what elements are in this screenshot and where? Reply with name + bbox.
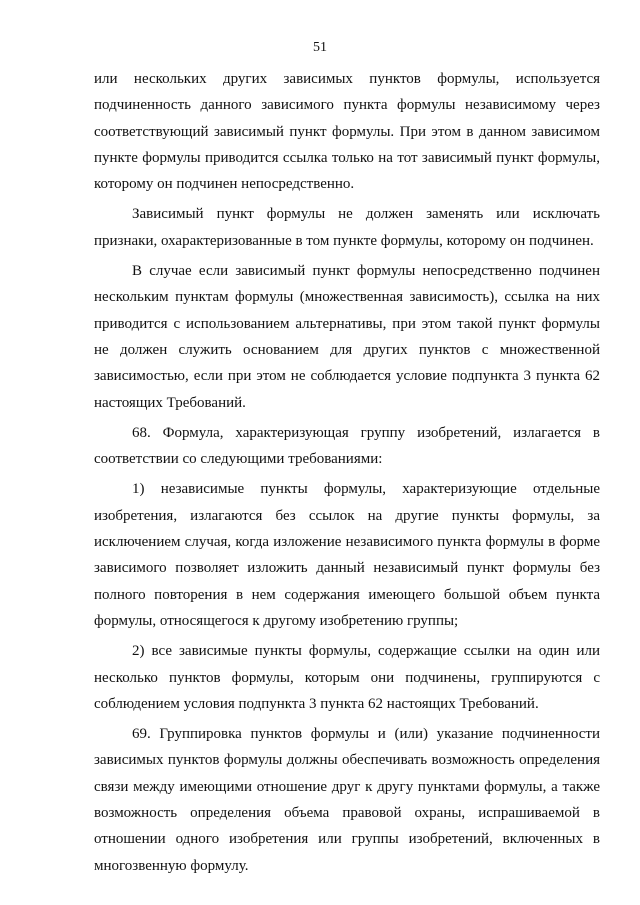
paragraph-69: 69. Группировка пунктов формулы и (или) указание подчиненности зависимых пунктов формулы должны обеспечивать возможность определения связи между имеющими отношение друг к другу пунктами формулы, а также возможность определения объема правовой охраны, испрашиваемой в отношении одного изобретения или группы изобретений, включенных в многозвенную формулу. [94,726,600,874]
paragraph-multiple-dependency: В случае если зависимый пункт формулы непосредственно подчинен нескольким пунктам формулы (множественная зависимость), ссылка на них приводится с использованием альтернативы, при этом такой пункт формулы не должен служить основанием для других пунктов с множественной зависимостью, если при этом не соблюдается условие подпункта 3 пункта 62 настоящих Требований. [94,263,600,411]
paragraph-dependent-claim-features: Зависимый пункт формулы не должен заменять или исключать признаки, охарактеризованные в том пункте формулы, которому он подчинен. [94,206,600,249]
document-body [94,66,600,879]
paragraph-continuation: или нескольких других зависимых пунктов формулы, используется подчиненность данного зависимого пункта формулы независимому через соответствующий зависимый пункт формулы. При этом в данном зависимом пункте формулы приводится ссылка только на тот зависимый пункт формулы, которому он подчинен непосредственно. [94,71,600,193]
paragraph-68-item-2: 2) все зависимые пункты формулы, содержащие ссылки на один или несколько пунктов формулы, которым они подчинены, группируются с соблюдением условия подпункта 3 пункта 62 настоящих Требований. [94,643,600,712]
paragraph-68-heading: 68. Формула, характеризующая группу изобретений, излагается в соответствии со следующими требованиями: [94,424,600,468]
page-number: 51 [313,40,327,55]
paragraph-68-item-1: 1) независимые пункты формулы, характеризующие отдельные изобретения, излагаются без ссылок на другие пункты формулы, за исключением случая, когда изложение независимого пункта формулы в форме зависимого позволяет изложить данный независимый пункт формулы без полного повторения в нем содержания имеющего большой объем пункта формулы, относящегося к другому изобретению группы; [94,481,600,629]
